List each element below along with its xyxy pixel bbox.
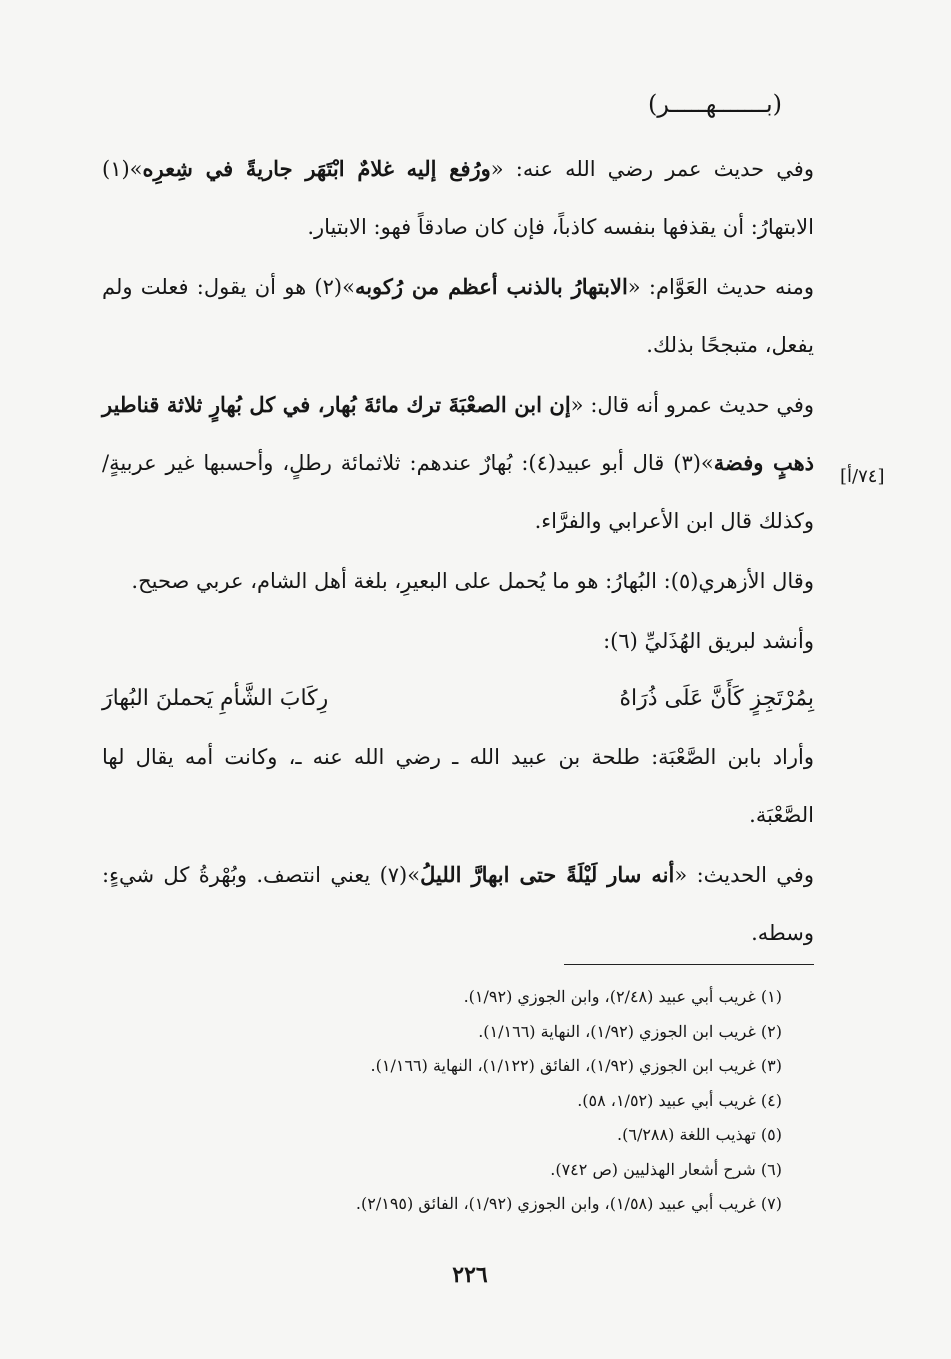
verse-first-hemistich: بِمُرْتَجِزٍ كَأَنَّ عَلَى ذُرَاهُ [619, 686, 814, 711]
footnote: (٢) غريب ابن الجوزي (١/٩٢)، النهاية (١/١٦٦). [478, 1021, 782, 1041]
verse-second-hemistich: رِكَابَ الشَّأمِ يَحملنَ البُهارَ [102, 686, 329, 711]
footnote: (١) غريب أبي عبيد (٢/٤٨)، وابن الجوزي (١/٩٢). [463, 987, 782, 1006]
running-header: (بـــــــهـــــر) [647, 90, 783, 118]
hadith-quote: الابتهارُ بالذنب أعظم من رُكوبه [354, 274, 628, 299]
footnote: (٤) غريب أبي عبيد (١/٥٢، ٥٨). [577, 1090, 782, 1110]
paragraph-awwam-hadith: ومنه حديث العَوَّام: «الابتهارُ بالذنب أعظم من رُكوبه»(٢) هو أن يقول: فعلت ولم يفعل، متبجحًا بذلك. [102, 274, 815, 357]
footnote-separator [564, 964, 814, 965]
footnote: (٧) غريب أبي عبيد (١/٥٨)، وابن الجوزي (١/٩٢)، الفائق (٢/١٩٥). [355, 1194, 782, 1213]
page-number: ٢٢٦ [452, 1262, 488, 1288]
footnote: (٥) تهذيب اللغة (٦/٢٨٨). [617, 1125, 782, 1144]
paragraph-azhari: وقال الأزهري(٥): البُهارُ: هو ما يُحمل على البعيرِ، بلغة أهل الشام، عربي صحيح. [131, 569, 814, 593]
paragraph-night-hadith: وفي الحديث: «أنه سار لَيْلَةً حتى ابهارَّ الليلُ»(٧) يعني انتصف. وبُهْرةُ كل شيءٍ: وسطه. [102, 862, 814, 945]
footnote: (٦) شرح أشعار الهذليين (ص ٧٤٢). [550, 1159, 782, 1179]
manuscript-folio-marker: [٧٤/أ] [840, 466, 885, 487]
hadith-quote: أنه سار لَيْلَةً حتى ابهارَّ الليلُ [420, 862, 675, 887]
footnote: (٣) غريب ابن الجوزي (١/٩٢)، الفائق (١/١٢٢)، النهاية (١/١٦٦). [370, 1056, 782, 1075]
main-text [102, 140, 814, 962]
poetry-verse [102, 670, 814, 728]
paragraph-amr-hadith: وفي حديث عمرو أنه قال: «إن ابن الصعْبَةَ ترك مائةَ بُهار، في كل بُهارٍ ثلاثة قناطير ذهبٍ وفضة»(٣) قال أبو عبيد(٤): بُهارٌ عندهم: ثلاثمائة رطلٍ، وأحسبها غير عربيةٍ/ وكذلك قال ابن الأعرابي والفرَّاء. [102, 392, 814, 533]
paragraph-umar-hadith: وفي حديث عمر رضي الله عنه: «ورُفع إليه غلامٌ ابْتَهَر جاريةً في شِعرِه»(١) الابتهارُ: أن يقذفها بنفسه كاذباً، فإن كان صادقاً فهو: الابتيار. [102, 156, 814, 239]
hadith-quote: ورُفع إليه غلامٌ ابْتَهَر جاريةً في شِعرِه [142, 156, 491, 181]
paragraph-ibn-al-saba: وأراد بابن الصَّعْبَة: طلحة بن عبيد الله ـ رضي الله عنه ـ، وكانت أمه يقال لها الصَّعْبَة. [102, 745, 814, 827]
footnotes [150, 980, 782, 1222]
paragraph-verse-intro: وأنشد لبريق الهُذَليِّ (٦): [603, 629, 814, 653]
hadith-quote: إن ابن الصعْبَةَ ترك مائةَ بُهار، في كل بُهارٍ ثلاثة قناطير ذهبٍ وفضة [102, 392, 814, 475]
